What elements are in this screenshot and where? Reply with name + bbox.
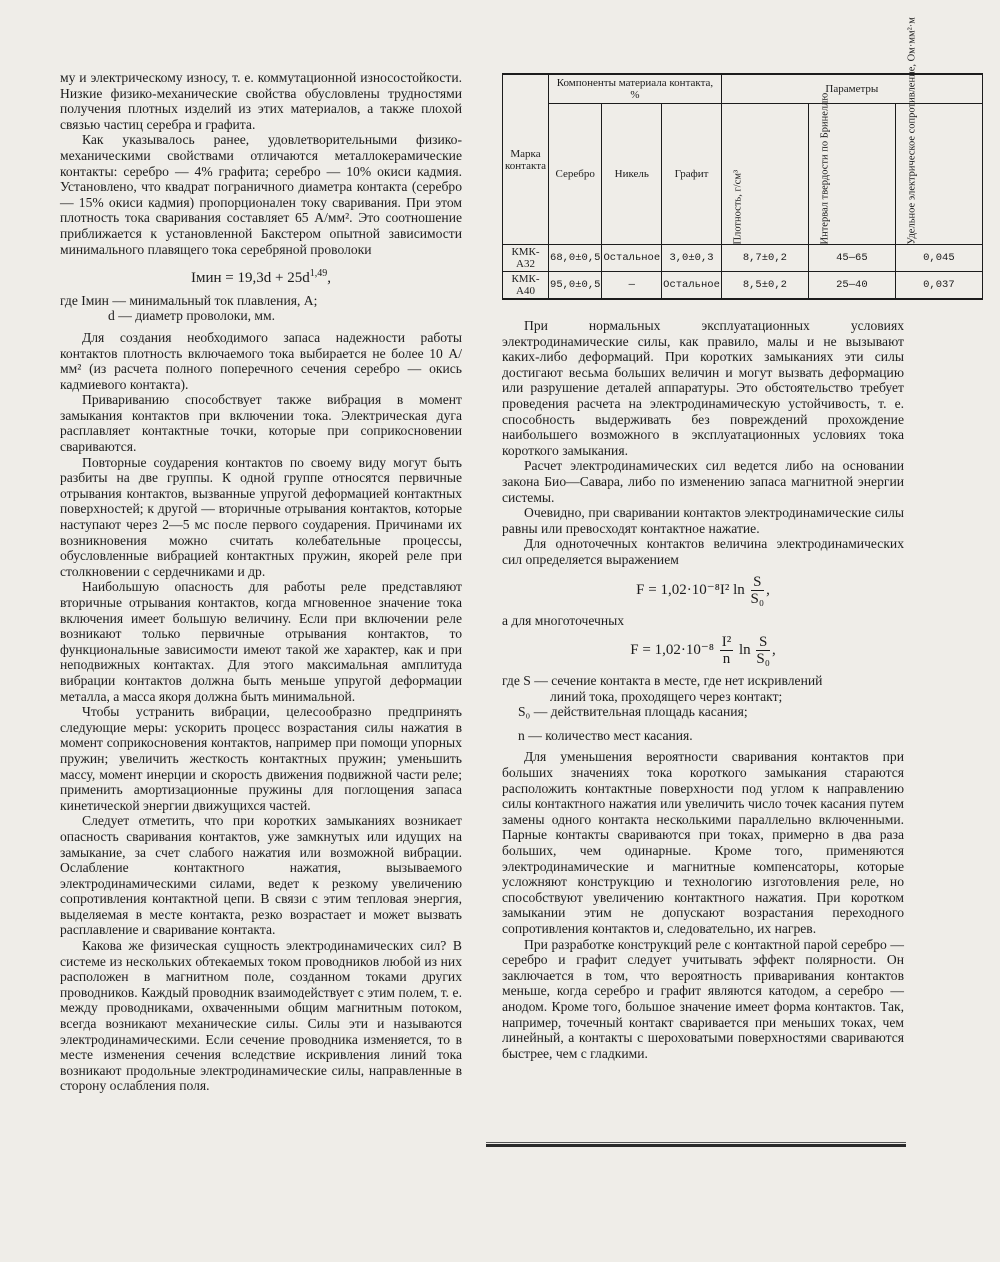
formula-definitions <box>502 673 904 743</box>
paragraph: Очевидно, при сваривании контактов электродинамические силы равны или превосходят контактное нажатие. <box>502 505 904 536</box>
paragraph: му и электрическому износу, т. е. коммутационной износостойкости. Низкие физико-механические свойства обусловлены трудностями получения плотных изделий из этих материалов, а также плохой связью частиц серебра и графита. <box>60 70 462 132</box>
cell-brand: КМК-А40 <box>503 272 549 300</box>
formula-definitions <box>60 293 462 324</box>
cell-silver: 95,0±0,5 <box>549 272 602 300</box>
cell-nickel: — <box>602 272 662 300</box>
paragraph: Следует отметить, что при коротких замыканиях возникает опасность сваривания контактов, уже замкнутых или идущих на замыкание, за счет слабого нажатия или возможной вибрации. Ослабление контактного нажатия, вызываемого электродинамическими силами, ведет к резкому увеличению сопротивления контактной цепи. В связи с этим тепловая энергия, выделяемая в месте контакта, резко возрастает и может вызвать расплавление и сваривание контакта. <box>60 813 462 938</box>
cell-silver: 68,0±0,5 <box>549 245 602 272</box>
formula-text: F = 1,02·10⁻⁸ <box>630 642 714 659</box>
fraction <box>751 574 765 607</box>
definition-line: n — количество мест касания. <box>518 727 693 743</box>
header-graphite: Графит <box>662 104 722 245</box>
formula-exponent: 1,49 <box>309 268 328 280</box>
definition-line: где S — сечение контакта в месте, где нет искривлений <box>502 673 823 689</box>
formula-multi-point <box>502 634 904 667</box>
paragraph: Наибольшую опасность для работы реле представляют вторичные отрывания контактов, когда мгновенное значение тока включения имеет большую величину. Если при включении реле возникают только первичные отрывания контактов, то функциональные зависимости имеют такой же характер, как и при неподвижных контактах. Для этого максимальная амплитуда вибрации контактов должна быть меньше упругой деформации металла, а масса якоря должна быть минимальной. <box>60 579 462 704</box>
paragraph: Чтобы устранить вибрации, целесообразно предпринять следующие меры: ускорить процесс возрастания силы нажатия в момент соприкосновения контактов, например при помощи упорных пружин; увеличить жесткость контактных пружин; уменьшить массу, момент инерции и скорость движения подвижной части реле; применить амортизационные пружины для поглощения запаса кинетической энергии движущихся частей. <box>60 704 462 813</box>
header-brand: Марка контакта <box>503 74 549 245</box>
footer-rule <box>486 1144 906 1147</box>
table-row <box>503 272 983 300</box>
header-hardness <box>808 92 895 245</box>
paragraph: Как указывалось ранее, удовлетворительными физико-механическими свойствами отличаются металлокерамические контакты: серебро — 4% графита; серебро — 10% окиси кадмия. Установлено, что квадрат пограничного диаметра контакта (серебро — 15% окиси кадмия) пропорционален току сваривания. При этом плотность тока сваривания составляет 65 А/мм². Это соотношение приближается к установленной Бакстером опытной зависимости минимального плавящего тока серебряной проволоки <box>60 132 462 257</box>
paragraph: Какова же физическая сущность электродинамических сил? В системе из нескольких обтекаемых током проводников любой из них расположен в магнитном поле, созданном токами других проводников. Каждый проводник взаимодействует с этим полем, т. е. между проводниками, охваченными общим магнитным потоком, всегда возникают механические силы. Силы эти и называются электродинамическими. Если сечение проводника изменяется, то в месте изменения сечения вследствие искривления линий тока возникают продольные электродинамические силы, направленные в сторону ослабления поля. <box>60 938 462 1094</box>
paragraph: При нормальных эксплуатационных условиях электродинамические силы, как правило, малы и не вызывают каких-либо деформаций. При коротких замыканиях эти силы достигают весьма больших величин и могут вызвать деформацию или разрушение деталей аппаратуры. Это обстоятельство требует проведения расчета на электродинамическую устойчивость, т. е. способность выдерживать без повреждений прохождение наибольшего возможного в эксплуатационных условиях тока короткого замыкания. <box>502 318 904 458</box>
formula-text: Iмин = 19,3d + 25d <box>191 270 310 287</box>
cell-nickel: Остальное <box>602 245 662 272</box>
table-row <box>503 245 983 272</box>
cell-hardness: 45—65 <box>808 245 895 272</box>
paragraph: Расчет электродинамических сил ведется либо на основании закона Био—Савара, либо по изменению запаса магнитной энергии системы. <box>502 458 904 505</box>
cell-resistance: 0,037 <box>895 272 982 300</box>
formula-punct: , <box>327 270 331 287</box>
definition-line: d — диаметр проволоки, мм. <box>108 308 276 324</box>
paragraph: Повторные соударения контактов по своему виду могут быть разбиты на две группы. К одной группе относятся первичные отрывания контактов, вызванные упругой деформацией контактных поверхностей; к другой — вторичные отрывания контактов, которые наступают через 2—5 мс после первого соударения. Причинами их возникновения можно считать колебательные процессы, обусловленные вибрацией контактных пружин, якорей реле при столкновении с сердечниками и др. <box>60 454 462 579</box>
paragraph: Для создания необходимого запаса надежности работы контактов плотность включаемого тока выбирается не более 10 А/мм² (из расчета полного поперечного сечения серебро — окись кадмиевого контакта). <box>60 329 462 392</box>
formula-min-current <box>60 266 462 287</box>
header-resistance <box>895 16 982 245</box>
definition-line: где Iмин — минимальный ток плавления, А; <box>60 292 318 308</box>
paragraph: Для одноточечных контактов величина электродинамических сил определяется выражением <box>502 536 904 567</box>
footer-rule <box>486 1142 906 1143</box>
header-resistance-text: Удельное электрическое сопротивление, Ом·мм²·м <box>906 16 918 244</box>
cell-hardness: 25—40 <box>808 272 895 300</box>
right-column <box>502 318 904 1061</box>
numerator: S <box>756 634 770 651</box>
cell-density: 8,5±0,2 <box>721 272 808 300</box>
cell-graphite: Остальное <box>662 272 722 300</box>
paragraph: Привариванию способствует также вибрация в момент замыкания контактов при включении тока. Электрическая дуга расплавляет контактные точки, которые при соприкосновении свариваются. <box>60 392 462 455</box>
header-nickel: Никель <box>602 104 662 245</box>
numerator: I² <box>721 634 732 651</box>
left-column <box>60 70 462 1094</box>
formula-punct: , <box>771 642 776 659</box>
paragraph: а для многоточечных <box>502 612 625 628</box>
definition-line: линий тока, проходящего через контакт; <box>550 688 783 704</box>
definition-line: S₀ — действительная площадь касания; <box>518 704 748 720</box>
formula-text: ln <box>738 642 751 659</box>
paragraph: При разработке конструкций реле с контактной парой серебро — серебро и графит следует учитывать эффект полярности. Он заключается в том, что вероятность приваривания контактов меньше, когда серебро и графит являются катодом, а серебро — анодом. Кроме того, большое значение имеет форма контактов. Так, например, точечный контакт сваривается при меньших токах, чем линейный, а контакты с шероховатыми поверхностями свариваются быстрее, чем с гладкими. <box>502 936 904 1061</box>
cell-density: 8,7±0,2 <box>721 245 808 272</box>
cell-graphite: 3,0±0,3 <box>662 245 722 272</box>
cell-brand: КМК-А32 <box>503 245 549 272</box>
formula-text: F = 1,02·10⁻⁸I² ln <box>636 581 745 598</box>
contact-materials-table <box>502 16 983 300</box>
fraction <box>756 634 770 667</box>
header-density-text: Плотность, г/см³ <box>732 169 744 244</box>
denominator: S₀ <box>756 651 770 668</box>
formula-single-point <box>502 574 904 607</box>
cell-resistance: 0,045 <box>895 245 982 272</box>
denominator: S₀ <box>750 590 765 607</box>
numerator: S <box>751 574 765 591</box>
formula-punct: , <box>766 581 770 598</box>
header-density <box>721 104 808 245</box>
fraction <box>720 634 734 667</box>
header-parameters: Параметры <box>721 74 982 104</box>
header-components: Компоненты материала контакта, % <box>549 74 722 104</box>
denominator: n <box>722 651 731 668</box>
header-hardness-text: Интервал твердости по Бринеллю <box>819 92 831 244</box>
header-silver: Серебро <box>549 104 602 245</box>
paragraph: Для уменьшения вероятности сваривания контактов при больших значениях тока короткого замыкания стараются расположить контактные поверхности под углом к направлению силы контактного нажатия или увеличить число точек касания путем замены одного контакта несколькими параллельно включенными. Парные контакты свариваются при токах, примерно в два раза больших, чем одинарные. Кроме того, применяются электродинамические и магнитные компенсаторы, которые усложняют конструкцию и технологию изготовления реле, но способствуют увеличению контактного нажатия. При коротком замыкании этим не допускают возрастания переходного сопротивления контактов и, следовательно, их нагрев. <box>502 749 904 936</box>
